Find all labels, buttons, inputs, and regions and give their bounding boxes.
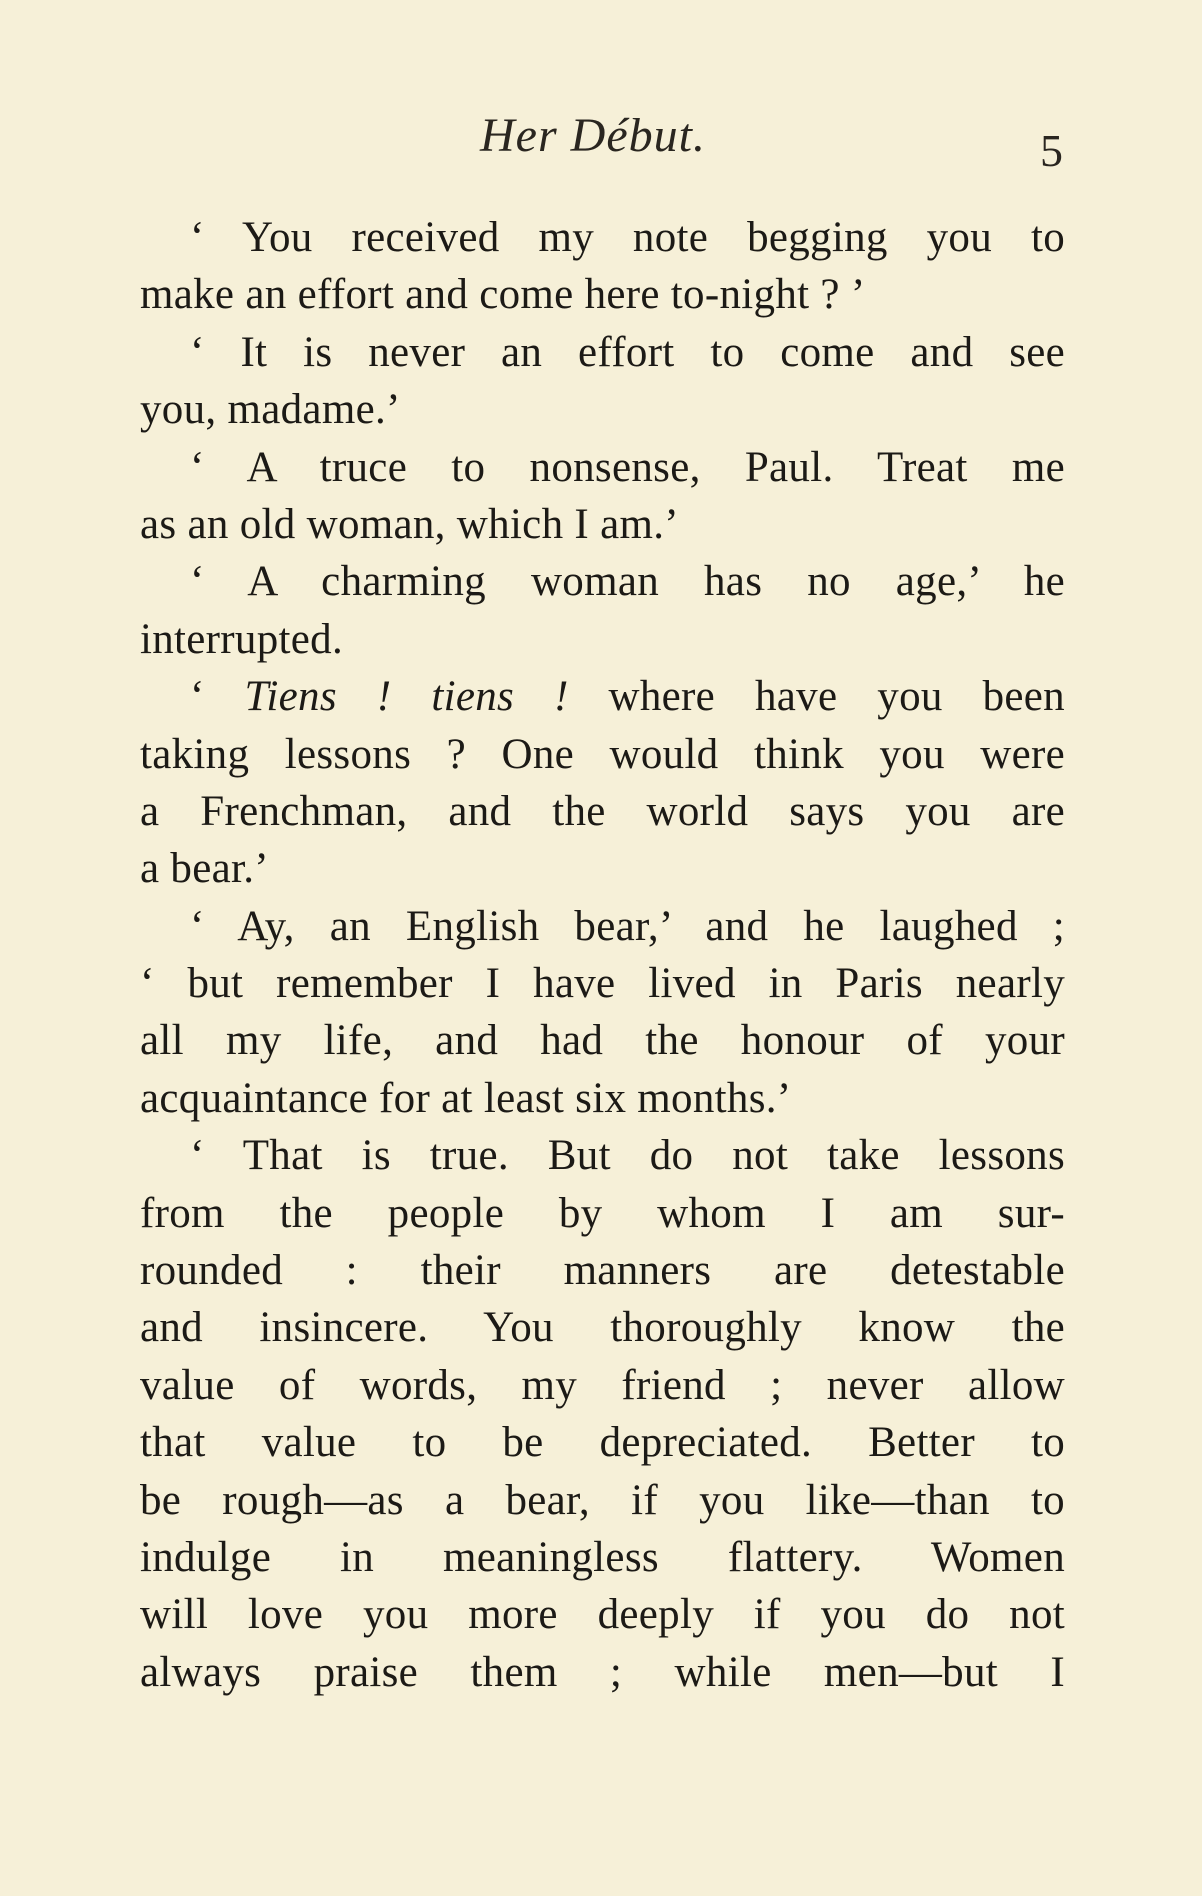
text-line: will love you more deeply if you do not (140, 1591, 1065, 1639)
text-line: ‘ You received my note begging you to (190, 214, 1065, 261)
text-line: ‘ It is never an effort to come and see (190, 328, 1065, 376)
body-text (140, 209, 1065, 1701)
text-line: be rough—as a bear, if you like—than to (140, 1476, 1065, 1524)
text-fragment: where have you been (568, 673, 1065, 721)
text-line: make an effort and come here to-night ? ’ (140, 271, 866, 319)
text-line: ‘ but remember I have lived in Paris nearly (140, 960, 1065, 1008)
text-line: taking lessons ? One would think you were (140, 730, 1065, 778)
text-line: all my life, and had the honour of your (140, 1017, 1065, 1065)
text-line: ‘ Ay, an English bear,’ and he laughed ; (190, 902, 1065, 950)
text-line (140, 668, 1065, 725)
text-line: you, madame.’ (140, 386, 401, 434)
text-line: rounded : their manners are detestable (140, 1247, 1065, 1295)
text-line: always praise them ; while men—but I (140, 1648, 1065, 1696)
text-line: interrupted. (140, 615, 343, 663)
text-line: from the people by whom I am sur- (140, 1189, 1065, 1237)
text-line: indulge in meaningless flattery. Women (140, 1533, 1065, 1581)
text-line: ‘ A truce to nonsense, Paul. Treat me (190, 443, 1065, 491)
text-line: as an old woman, which I am.’ (140, 500, 679, 548)
running-head (0, 102, 1202, 176)
text-line: ‘ A charming woman has no age,’ he (190, 558, 1065, 606)
text-line: and insincere. You thoroughly know the (140, 1304, 1065, 1352)
page-number: 5 (1040, 125, 1063, 176)
text-fragment: ‘ (190, 673, 245, 721)
text-line: value of words, my friend ; never allow (140, 1361, 1065, 1409)
text-line: acquaintance for at least six months.’ (140, 1074, 792, 1122)
text-line: ‘ That is true. But do not take lessons (190, 1132, 1065, 1180)
text-line: a Frenchman, and the world says you are (140, 787, 1065, 835)
text-line: that value to be depreciated. Better to (140, 1419, 1065, 1467)
running-title: Her Début. (480, 109, 706, 162)
italic-phrase: Tiens ! tiens ! (244, 673, 569, 721)
text-line: a bear.’ (140, 845, 269, 893)
